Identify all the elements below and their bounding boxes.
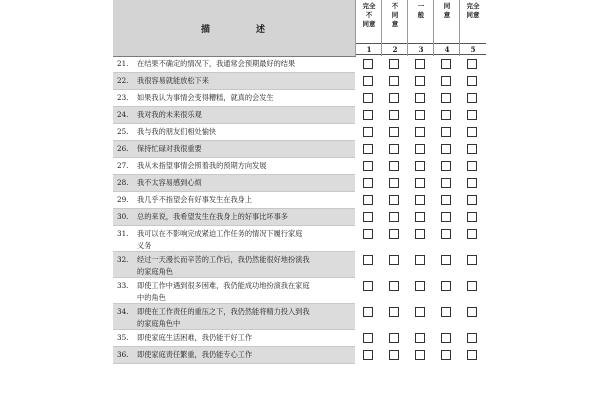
table-row <box>113 124 487 141</box>
table-row <box>113 252 487 278</box>
rating-checkbox-4[interactable] <box>441 144 451 154</box>
rating-checkbox-1[interactable] <box>363 307 373 317</box>
rating-checkbox-2[interactable] <box>389 144 399 154</box>
rating-checkbox-4[interactable] <box>441 178 451 188</box>
rating-checkbox-1[interactable] <box>363 255 373 265</box>
item-number: 30. <box>117 212 129 221</box>
item-text-line <box>117 126 351 138</box>
rating-checkbox-5[interactable] <box>467 255 477 265</box>
item-text-line <box>117 318 351 330</box>
rating-checkbox-5[interactable] <box>467 212 477 222</box>
rating-checkbox-2[interactable] <box>389 195 399 205</box>
table-row <box>113 347 487 364</box>
rating-checkbox-5[interactable] <box>467 59 477 69</box>
item-text <box>113 330 355 347</box>
rating-checkbox-3[interactable] <box>415 110 425 120</box>
item-statement: 即使工作中遇到很多困难，我仍能成功地扮演我在家庭 <box>137 281 310 290</box>
scale-header-2 <box>381 0 407 56</box>
scale-label-line: 意 <box>443 11 451 19</box>
rating-checkbox-2[interactable] <box>389 281 399 291</box>
description-header-char-1: 描 <box>200 24 212 35</box>
item-text <box>113 192 355 209</box>
table-row <box>113 209 487 226</box>
rating-checkbox-1[interactable] <box>363 59 373 69</box>
rating-checkbox-1[interactable] <box>363 195 373 205</box>
item-text-line <box>117 177 351 189</box>
item-text <box>113 347 355 364</box>
rating-checkbox-3[interactable] <box>415 350 425 360</box>
item-text <box>113 73 355 90</box>
rating-checkbox-2[interactable] <box>389 178 399 188</box>
item-number: 31. <box>117 229 129 238</box>
rating-checkbox-5[interactable] <box>467 350 477 360</box>
item-text <box>113 158 355 175</box>
rating-checkbox-2[interactable] <box>389 255 399 265</box>
item-text-line <box>117 240 351 252</box>
rating-checkbox-5[interactable] <box>467 127 477 137</box>
item-statement: 即使家庭生活困难，我仍能干好工作 <box>137 333 253 342</box>
scale-header-4 <box>433 0 459 56</box>
rating-checkbox-5[interactable] <box>467 76 477 86</box>
rating-checkbox-5[interactable] <box>467 229 477 239</box>
item-text-line <box>117 75 351 87</box>
item-statement: 我对我的未来很乐观 <box>137 110 202 119</box>
table-row <box>113 141 487 158</box>
rating-checkbox-3[interactable] <box>415 281 425 291</box>
item-text <box>113 252 355 278</box>
scale-header-3 <box>407 0 433 56</box>
item-statement: 如果我认为事情会变得糟糕，就真的会发生 <box>137 93 274 102</box>
item-statement: 总的来说，我希望发生在我身上的好事比坏事多 <box>137 212 288 221</box>
rating-checkbox-3[interactable] <box>415 93 425 103</box>
scale-label-line: 完全 <box>466 2 480 10</box>
item-number: 25. <box>117 127 129 136</box>
item-statement: 经过一天漫长而辛苦的工作后，我仍然能很好地扮演我 <box>137 255 310 264</box>
item-text <box>113 56 355 73</box>
item-number: 29. <box>117 195 129 204</box>
rating-checkbox-4[interactable] <box>441 281 451 291</box>
rating-checkbox-3[interactable] <box>415 333 425 343</box>
rating-checkbox-4[interactable] <box>441 59 451 69</box>
table-row <box>113 107 487 124</box>
item-text <box>113 304 355 330</box>
item-number: 27. <box>117 161 129 170</box>
rating-checkbox-2[interactable] <box>389 93 399 103</box>
table-row <box>113 330 487 347</box>
item-number: 26. <box>117 144 129 153</box>
item-number: 35. <box>117 333 129 342</box>
rating-checkbox-4[interactable] <box>441 161 451 171</box>
scale-label-line: 一 <box>417 2 425 10</box>
rating-checkbox-4[interactable] <box>441 127 451 137</box>
item-text-line <box>117 160 351 172</box>
rating-checkbox-1[interactable] <box>363 229 373 239</box>
rating-checkbox-1[interactable] <box>363 281 373 291</box>
item-number: 24. <box>117 110 129 119</box>
item-text <box>113 209 355 226</box>
rating-checkbox-2[interactable] <box>389 229 399 239</box>
rating-checkbox-4[interactable] <box>441 307 451 317</box>
table-row <box>113 304 487 330</box>
item-statement: 保持忙碌对我很重要 <box>137 144 202 153</box>
rating-checkbox-3[interactable] <box>415 76 425 86</box>
rating-checkbox-2[interactable] <box>389 212 399 222</box>
item-text-line <box>117 292 351 304</box>
scale-label-line: 同 <box>391 11 399 19</box>
rating-checkbox-2[interactable] <box>389 127 399 137</box>
item-number: 21. <box>117 59 129 68</box>
item-number: 32. <box>117 255 129 264</box>
rating-checkbox-3[interactable] <box>415 195 425 205</box>
rating-checkbox-1[interactable] <box>363 110 373 120</box>
rating-checkbox-3[interactable] <box>415 212 425 222</box>
scale-header-5 <box>459 0 485 56</box>
item-text-line <box>117 109 351 121</box>
rating-checkbox-4[interactable] <box>441 229 451 239</box>
item-text-line <box>117 280 351 292</box>
rating-checkbox-2[interactable] <box>389 307 399 317</box>
scale-label <box>434 2 460 20</box>
rating-checkbox-1[interactable] <box>363 93 373 103</box>
table-row <box>113 278 487 304</box>
rating-checkbox-1[interactable] <box>363 127 373 137</box>
description-header <box>113 0 356 57</box>
rating-checkbox-2[interactable] <box>389 76 399 86</box>
item-statement: 我可以在不影响完成紧迫工作任务的情况下履行家庭 <box>137 229 303 238</box>
rating-checkbox-4[interactable] <box>441 93 451 103</box>
item-text-line <box>117 92 351 104</box>
rating-checkbox-4[interactable] <box>441 350 451 360</box>
item-statement: 我几乎不指望会有好事发生在我身上 <box>137 195 253 204</box>
item-text <box>113 90 355 107</box>
scale-label <box>460 2 486 20</box>
rating-checkbox-2[interactable] <box>389 333 399 343</box>
table-header <box>113 0 487 56</box>
item-text-line <box>117 332 351 344</box>
description-header-char-2: 述 <box>256 24 268 35</box>
rating-checkbox-5[interactable] <box>467 93 477 103</box>
table-row <box>113 192 487 209</box>
item-statement: 我很容易就能放松下来 <box>137 76 209 85</box>
item-text-line <box>117 194 351 206</box>
item-number: 22. <box>117 76 129 85</box>
item-number: 23. <box>117 93 129 102</box>
item-statement: 的家庭角色 <box>137 267 173 276</box>
rating-checkbox-4[interactable] <box>441 212 451 222</box>
item-text <box>113 278 355 304</box>
rating-checkbox-2[interactable] <box>389 350 399 360</box>
table-row <box>113 158 487 175</box>
scale-label-line: 不 <box>365 11 373 19</box>
rating-checkbox-3[interactable] <box>415 255 425 265</box>
table-row <box>113 175 487 192</box>
scale-label-line: 同意 <box>466 11 480 19</box>
rating-checkbox-1[interactable] <box>363 333 373 343</box>
item-statement: 我从未指望事情会照着我的预期方向发展 <box>137 161 267 170</box>
scale-label-line: 同意 <box>362 20 376 28</box>
rating-checkbox-5[interactable] <box>467 144 477 154</box>
item-statement: 我不太容易感到心烦 <box>137 178 202 187</box>
item-statement: 义务 <box>137 241 152 250</box>
item-text <box>113 175 355 192</box>
rating-checkbox-1[interactable] <box>363 178 373 188</box>
rating-checkbox-3[interactable] <box>415 229 425 239</box>
item-number: 28. <box>117 178 129 187</box>
rating-checkbox-1[interactable] <box>363 212 373 222</box>
table-row <box>113 226 487 252</box>
scale-label <box>408 2 434 20</box>
table-row <box>113 90 487 107</box>
item-statement: 在结果不确定的情况下，我通常会预期最好的结果 <box>137 59 296 68</box>
rating-checkbox-3[interactable] <box>415 307 425 317</box>
rating-checkbox-2[interactable] <box>389 59 399 69</box>
item-text-line <box>117 211 351 223</box>
rating-checkbox-4[interactable] <box>441 333 451 343</box>
item-text <box>113 124 355 141</box>
table-row <box>113 73 487 90</box>
item-statement: 即使在工作责任的重压之下，我仍然能将精力投入到我 <box>137 307 310 316</box>
item-text <box>113 141 355 158</box>
item-text <box>113 107 355 124</box>
scale-number: 5 <box>460 43 486 55</box>
item-text-line <box>117 143 351 155</box>
scale-label-line: 般 <box>417 11 425 19</box>
item-number: 33. <box>117 281 129 290</box>
rating-checkbox-5[interactable] <box>467 307 477 317</box>
rating-checkbox-4[interactable] <box>441 110 451 120</box>
item-statement: 即使家庭责任繁重，我仍能专心工作 <box>137 350 253 359</box>
rating-checkbox-5[interactable] <box>467 195 477 205</box>
rating-checkbox-1[interactable] <box>363 76 373 86</box>
scale-label <box>356 2 382 29</box>
scale-label-line: 完全 <box>362 2 376 10</box>
rating-checkbox-3[interactable] <box>415 144 425 154</box>
rating-checkbox-5[interactable] <box>467 333 477 343</box>
rating-checkbox-4[interactable] <box>441 195 451 205</box>
item-statement: 中的角色 <box>137 293 166 302</box>
scale-number: 1 <box>356 43 382 55</box>
item-text-line <box>117 266 351 278</box>
scale-label-line: 意 <box>391 20 399 28</box>
item-text-line <box>117 228 351 240</box>
rating-checkbox-1[interactable] <box>363 350 373 360</box>
rating-checkbox-5[interactable] <box>467 161 477 171</box>
rating-checkbox-4[interactable] <box>441 255 451 265</box>
scale-header-1 <box>355 0 381 56</box>
rating-checkbox-3[interactable] <box>415 161 425 171</box>
rating-checkbox-2[interactable] <box>389 110 399 120</box>
scale-label-line: 同 <box>443 2 451 10</box>
questionnaire-sheet <box>113 0 487 400</box>
rating-checkbox-1[interactable] <box>363 144 373 154</box>
rating-checkbox-5[interactable] <box>467 178 477 188</box>
scale-label <box>382 2 408 29</box>
rating-checkbox-5[interactable] <box>467 281 477 291</box>
item-text-line <box>117 349 351 361</box>
item-text-line <box>117 306 351 318</box>
rating-checkbox-3[interactable] <box>415 59 425 69</box>
item-text <box>113 226 355 252</box>
scale-number: 2 <box>382 43 408 55</box>
rating-checkbox-4[interactable] <box>441 76 451 86</box>
rating-checkbox-1[interactable] <box>363 161 373 171</box>
item-statement: 我与我的朋友们相处愉快 <box>137 127 217 136</box>
item-number: 34. <box>117 307 129 316</box>
item-statement: 的家庭角色中 <box>137 319 181 328</box>
item-number: 36. <box>117 350 129 359</box>
rating-checkbox-3[interactable] <box>415 127 425 137</box>
scale-number: 4 <box>434 43 460 55</box>
table-row <box>113 56 487 73</box>
item-text-line <box>117 58 351 70</box>
rating-checkbox-3[interactable] <box>415 178 425 188</box>
scale-number: 3 <box>408 43 434 55</box>
rating-checkbox-5[interactable] <box>467 110 477 120</box>
rating-checkbox-2[interactable] <box>389 161 399 171</box>
item-text-line <box>117 254 351 266</box>
scale-label-line: 不 <box>391 2 399 10</box>
